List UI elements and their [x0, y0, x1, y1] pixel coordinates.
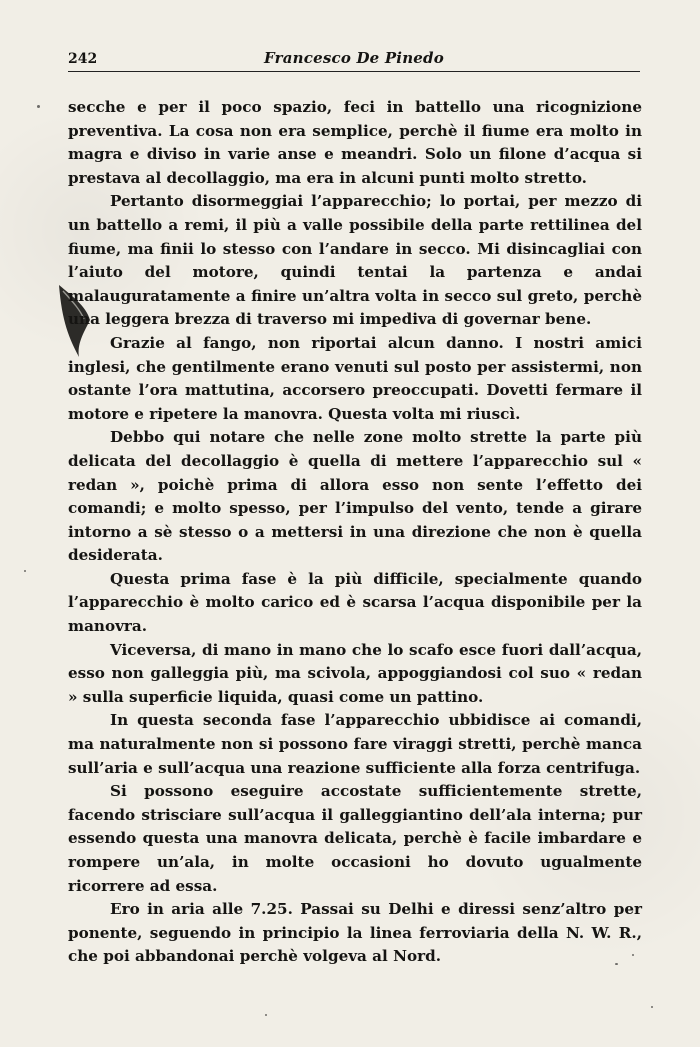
- page-number: 242: [68, 51, 98, 67]
- header-rule: [68, 71, 640, 72]
- paragraph-6: Viceversa, di mano in mano che lo scafo esce fuori dall’acqua, esso non galleggia più, ma scivola, appoggiandosi col suo « redan » sulla superficie liquida, quasi come un pattino.: [68, 640, 642, 706]
- scan-speck: [37, 105, 40, 108]
- running-title: Francesco De Pinedo: [264, 49, 444, 67]
- scan-speck: [615, 963, 618, 965]
- book-text: [68, 96, 642, 969]
- paragraph-1: secche e per il poco spazio, feci in battello una ricognizione preventiva. La cosa non era semplice, perchè il fiume era molto in magra e diviso in varie anse e meandri. Solo un filone d’acqua si prestava al decollaggio, ma era in alcuni punti molto stretto.: [68, 98, 642, 187]
- paragraph-3: Grazie al fango, non riportai alcun danno. I nostri amici inglesi, che gentilmente erano venuti sul posto per assistermi, non ostante l’ora mattutina, accorsero preoccupati. Dovetti fermare il motore e ripetere la manovra. Questa volta mi riuscì.: [68, 333, 642, 423]
- scan-speck: [265, 1014, 267, 1016]
- paragraph-7: In questa seconda fase l’apparecchio ubbidisce ai comandi, ma naturalmente non si possono fare viraggi stretti, perchè manca sull’aria e sull’acqua una reazione sufficiente alla forza centrifuga.: [68, 711, 642, 777]
- scan-speck: [24, 570, 26, 572]
- paragraph-2: Pertanto disormeggiai l’apparecchio; lo portai, per mezzo di un battello a remi, il più a valle possibile della parte rettilinea del fiume, ma finii lo stesso con l’andare in secco. Mi disincagliai con l’aiuto del motore, quindi tentai la partenza e andai malauguratamente a finire un’altra volta in secco sul greto, perchè una leggera brezza di traverso mi impediva di governar bene.: [68, 192, 642, 329]
- page-header: [68, 51, 640, 71]
- paragraph-4: Debbo qui notare che nelle zone molto strette la parte più delicata del decollaggio è quella di mettere l’apparecchio sul « redan », poichè prima di allora esso non sente l’effetto dei comandi; e molto spesso, per l’impulso del vento, tende a girare intorno a sè stesso o a mettersi in una direzione che non è quella desiderata.: [68, 428, 642, 565]
- scan-speck: [651, 1006, 653, 1008]
- paragraph-5: Questa prima fase è la più difficile, specialmente quando l’apparecchio è molto carico ed è scarsa l’acqua disponibile per la manovra.: [68, 569, 642, 636]
- paragraph-8: Si possono eseguire accostate sufficientemente strette, facendo strisciare sull’acqua il galleggiantino dell’ala interna; pur essendo questa una manovra delicata, perchè è facile imbardare e rompere un’ala, in molte occasioni ho dovuto ugualmente ricorrere ad essa.: [68, 782, 642, 895]
- paragraph-9: Ero in aria alle 7.25. Passai su Delhi e diressi senz’altro per ponente, seguendo in principio la linea ferroviaria della N. W. R., che poi abbandonai perchè volgeva al Nord.: [68, 900, 642, 966]
- scan-speck: [632, 954, 634, 956]
